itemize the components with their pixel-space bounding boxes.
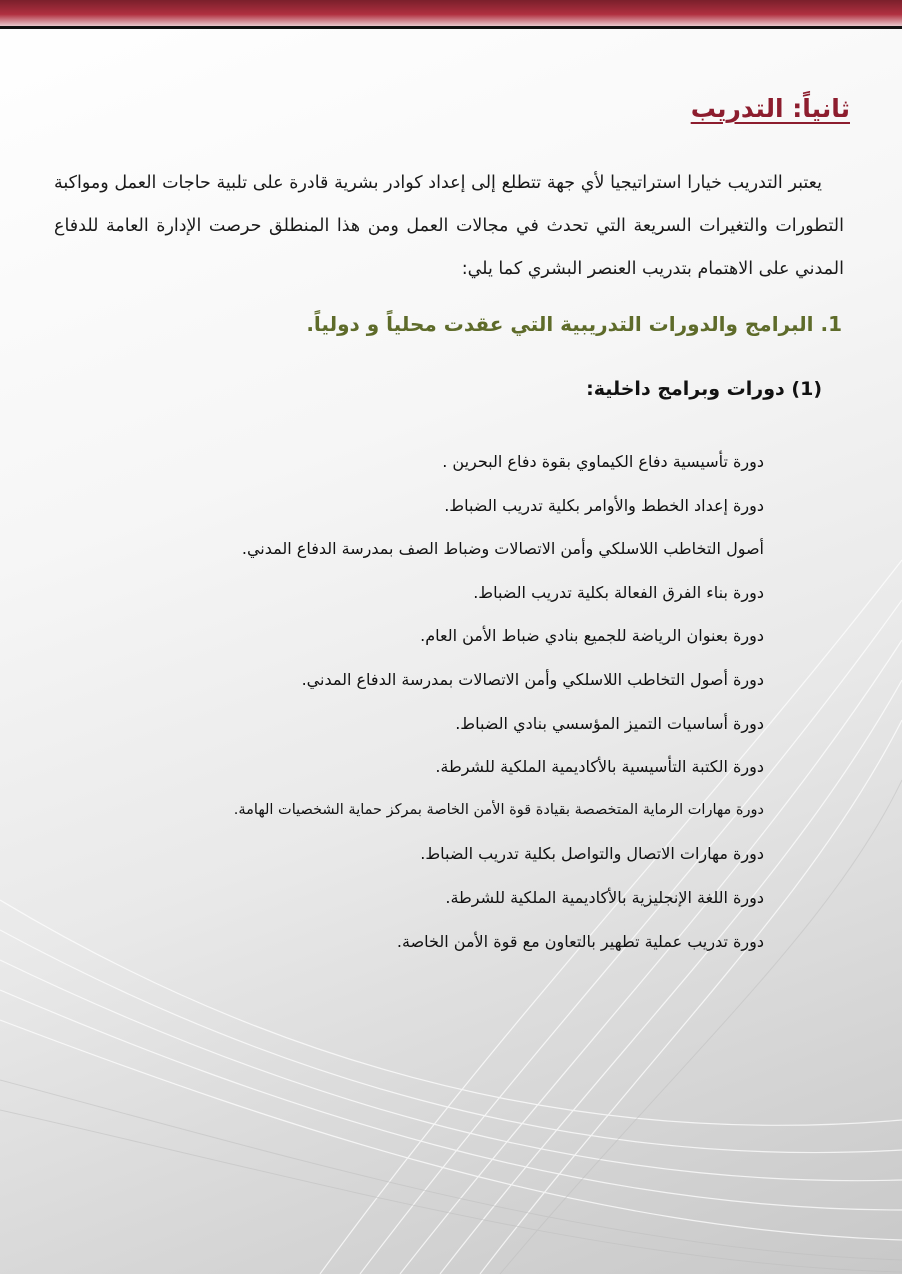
list-item: دورة مهارات الاتصال والتواصل بكلية تدريب الضباط. [420, 844, 764, 864]
intro-paragraph: يعتبر التدريب خيارا استراتيجيا لأي جهة تتطلع إلى إعداد كوادر بشرية قادرة على تلبية حاجات العمل ومواكبة التطورات والتغيرات السريعة التي تحدث في مجالات العمل ومن هذا المنطلق حرصت الإدارة العامة للدفاع المدني على الاهتمام بتدريب العنصر البشري كما يلي: [54, 173, 844, 279]
list-item: دورة تدريب عملية تطهير بالتعاون مع قوة الأمن الخاصة. [396, 931, 764, 951]
list-item: دورة مهارات الرماية المتخصصة بقيادة قوة الأمن الخاصة بمركز حماية الشخصيات الهامة. [233, 801, 764, 818]
list-item: دورة تأسيسية دفاع الكيماوي بقوة دفاع البحرين . [442, 452, 764, 471]
list-item: دورة أساسيات التميز المؤسسي بنادي الضباط. [455, 713, 764, 733]
list-item: دورة بعنوان الرياضة للجميع بنادي ضباط الأمن العام. [420, 626, 764, 646]
list-item: دورة أصول التخاطب اللاسلكي وأمن الاتصالات بمدرسة الدفاع المدني. [301, 669, 764, 689]
list-item: دورة إعداد الخطط والأوامر بكلية تدريب الضباط. [444, 495, 764, 515]
list-item: دورة اللغة الإنجليزية بالأكاديمية الملكية للشرطة. [445, 887, 764, 907]
section-title: ثانياً: التدريب [690, 94, 850, 123]
list-item: أصول التخاطب اللاسلكي وأمن الاتصالات وضباط الصف بمدرسة الدفاع المدني. [241, 539, 764, 559]
list-item: دورة الكتبة التأسيسية بالأكاديمية الملكية للشرطة. [435, 757, 764, 777]
list-item: دورة بناء الفرق الفعالة بكلية تدريب الضباط. [473, 582, 764, 602]
heading-internal-courses: (1) دورات وبرامج داخلية: [586, 378, 822, 400]
heading-programs-courses: 1. البرامج والدورات التدريبية التي عقدت محلياً و دولياً. [306, 312, 842, 336]
course-list [64, 440, 764, 963]
